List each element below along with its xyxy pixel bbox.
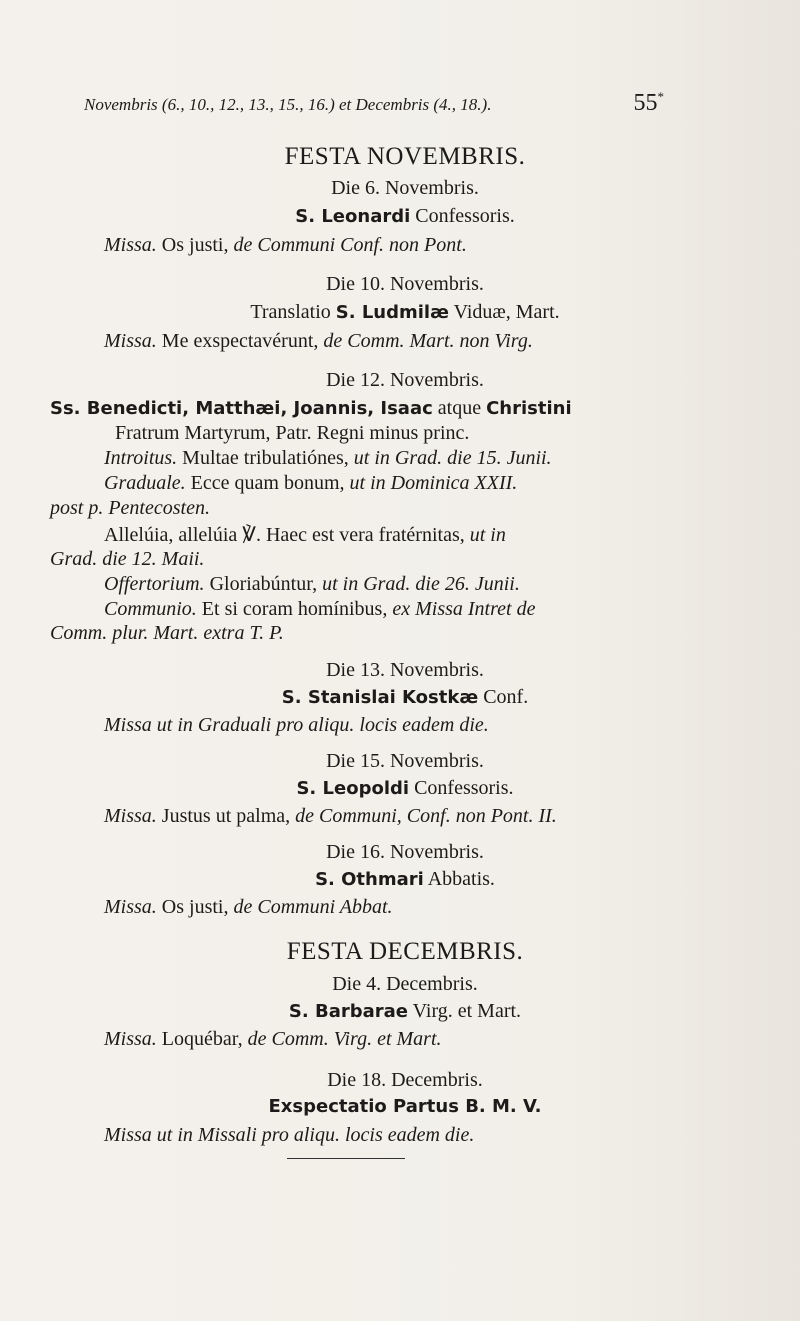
introitus-line: Introitus. Multae tribulatiónes, ut in Grad. die 15. Junii. xyxy=(104,447,552,469)
feast-nov-15: S. Leopoldi Confessoris. xyxy=(296,777,514,799)
date-dec-4: Die 4. Decembris. xyxy=(332,973,478,995)
alleluia-line: Allelúia, allelúia ℣. Haec est vera fratérnitas, ut in xyxy=(104,524,506,546)
date-nov-13: Die 13. Novembris. xyxy=(326,659,484,681)
graduale-line-cont: post p. Pentecosten. xyxy=(50,497,210,519)
feast-dec-18: Exspectatio Partus B. M. V. xyxy=(268,1096,542,1117)
communio-line: Communio. Et si coram homínibus, ex Missa Intret de xyxy=(104,598,536,620)
alleluia-line-cont: Grad. die 12. Maii. xyxy=(50,548,205,570)
feast-nov-12-cont: Fratrum Martyrum, Patr. Regni minus princ. xyxy=(115,422,470,444)
graduale-line: Graduale. Ecce quam bonum, ut in Dominica XXII. xyxy=(104,472,518,494)
running-header-text: Novembris (6., 10., 12., 13., 15., 16.) et Decembris (4., 18.). xyxy=(84,95,492,114)
missa-nov-13: Missa ut in Graduali pro aliqu. locis eadem die. xyxy=(104,714,489,736)
feast-nov-16: S. Othmari Abbatis. xyxy=(315,868,495,890)
date-dec-18: Die 18. Decembris. xyxy=(327,1069,483,1091)
missa-dec-4: Missa. Loquébar, de Comm. Virg. et Mart. xyxy=(104,1028,442,1050)
missa-nov-16: Missa. Os justi, de Communi Abbat. xyxy=(104,896,393,918)
feast-dec-4: S. Barbarae Virg. et Mart. xyxy=(288,1000,522,1022)
missa-nov-10: Missa. Me exspectavérunt, de Comm. Mart. non Virg. xyxy=(104,330,533,352)
date-nov-6: Die 6. Novembris. xyxy=(331,177,479,199)
end-rule xyxy=(287,1158,405,1159)
offertorium-line: Offertorium. Gloriabúntur, ut in Grad. die 26. Junii. xyxy=(104,573,520,595)
feast-nov-12: Ss. Benedicti, Matthæi, Joannis, Isaac atque Christini xyxy=(50,397,572,419)
missa-nov-6: Missa. Os justi, de Communi Conf. non Pont. xyxy=(104,234,467,256)
date-nov-16: Die 16. Novembris. xyxy=(326,841,484,863)
feast-nov-6: S. Leonardi Confessoris. xyxy=(295,205,515,227)
date-nov-15: Die 15. Novembris. xyxy=(326,750,484,772)
date-nov-12: Die 12. Novembris. xyxy=(326,369,484,391)
section-title-december: FESTA DECEMBRIS. xyxy=(286,938,524,965)
communio-line-cont: Comm. plur. Mart. extra T. P. xyxy=(50,622,284,644)
missa-nov-15: Missa. Justus ut palma, de Communi, Conf. non Pont. II. xyxy=(104,805,557,827)
missa-dec-18: Missa ut in Missali pro aliqu. locis eadem die. xyxy=(104,1124,475,1146)
feast-nov-10: Translatio S. Ludmilæ Viduæ, Mart. xyxy=(250,301,560,323)
feast-nov-13: S. Stanislai Kostkæ Conf. xyxy=(281,686,529,708)
page-number: 55* xyxy=(633,89,664,116)
date-nov-10: Die 10. Novembris. xyxy=(326,273,484,295)
running-header xyxy=(84,89,664,116)
section-title-november: FESTA NOVEMBRIS. xyxy=(284,143,526,170)
